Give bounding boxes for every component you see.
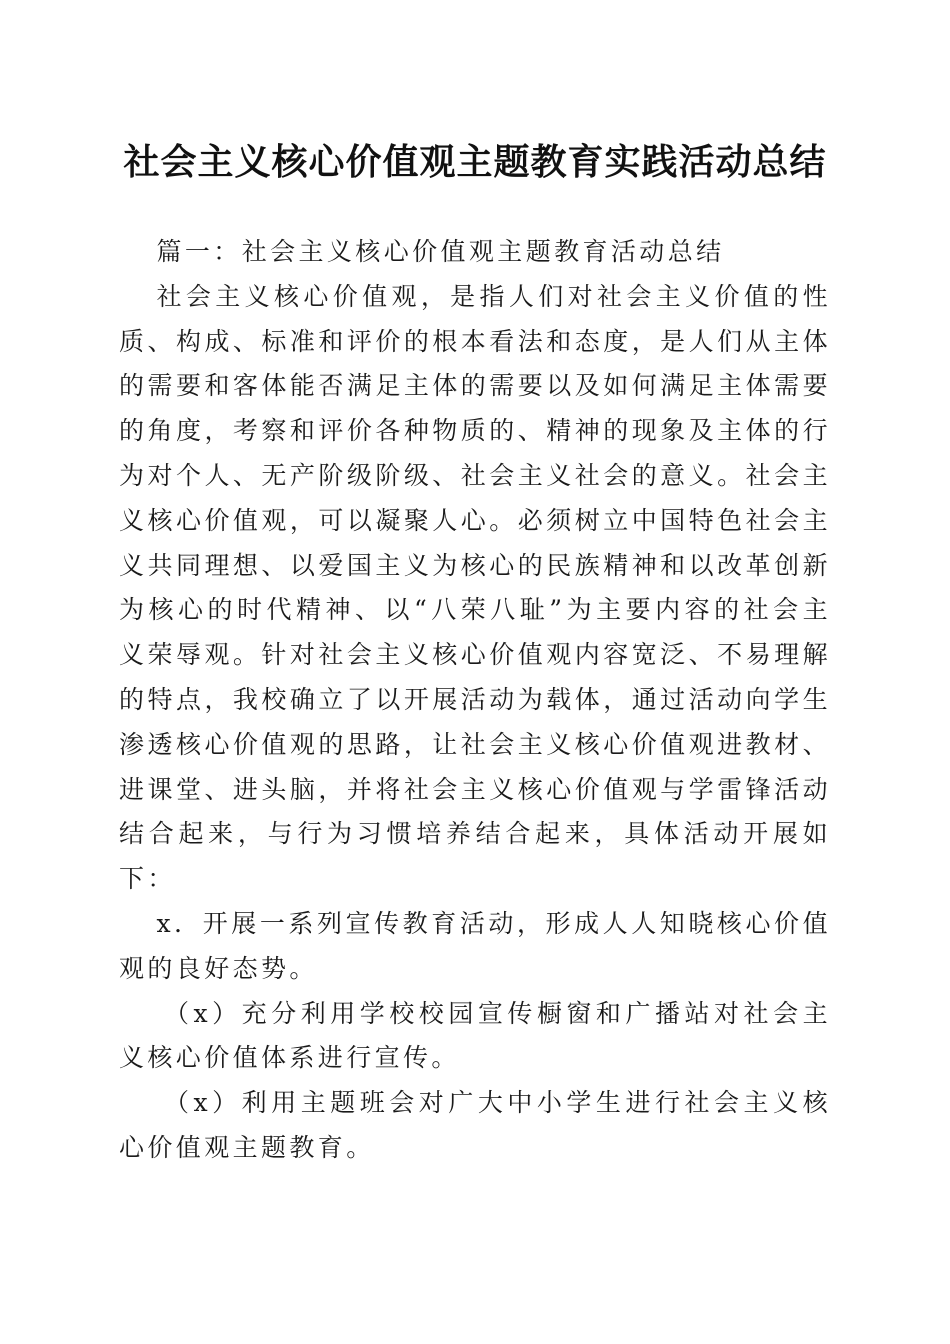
paragraph-intro: 社会主义核心价值观，是指人们对社会主义价值的性质、构成、标准和评价的根本看法和态度，是人们从主体的需要和客体能否满足主体的需要以及如何满足主体需要的角度，考察和评价各种物质的、精神的现象及主体的行为对个人、无产阶级阶级、社会主义社会的意义。社会主义核心价值观，可以凝聚人心。必须树立中国特色社会主义共同理想、以爱国主义为核心的民族精神和以改革创新为核心的时代精神、以“八荣八耻”为主要内容的社会主义荣辱观。针对社会主义核心价值观内容宽泛、不易理解的特点，我校确立了以开展活动为载体，通过活动向学生渗透核心价值观的思路，让社会主义核心价值观进教材、进课堂、进头脑，并将社会主义核心价值观与学雷锋活动结合起来，与行为习惯培养结合起来，具体活动开展如下： bbox=[119, 281, 831, 894]
section-heading: 篇一：社会主义核心价值观主题教育活动总结 bbox=[156, 237, 725, 266]
document-body bbox=[119, 230, 831, 1171]
paragraph-item-1: x．开展一系列宣传教育活动，形成人人知晓核心价值观的良好态势。 bbox=[119, 908, 831, 983]
paragraph-subitem-1: （x）充分利用学校校园宣传橱窗和广播站对社会主义核心价值体系进行宣传。 bbox=[119, 998, 831, 1073]
document-title: 社会主义核心价值观主题教育实践活动总结 bbox=[123, 141, 827, 183]
paragraph-subitem-2: （x）利用主题班会对广大中小学生进行社会主义核心价值观主题教育。 bbox=[119, 1088, 831, 1162]
